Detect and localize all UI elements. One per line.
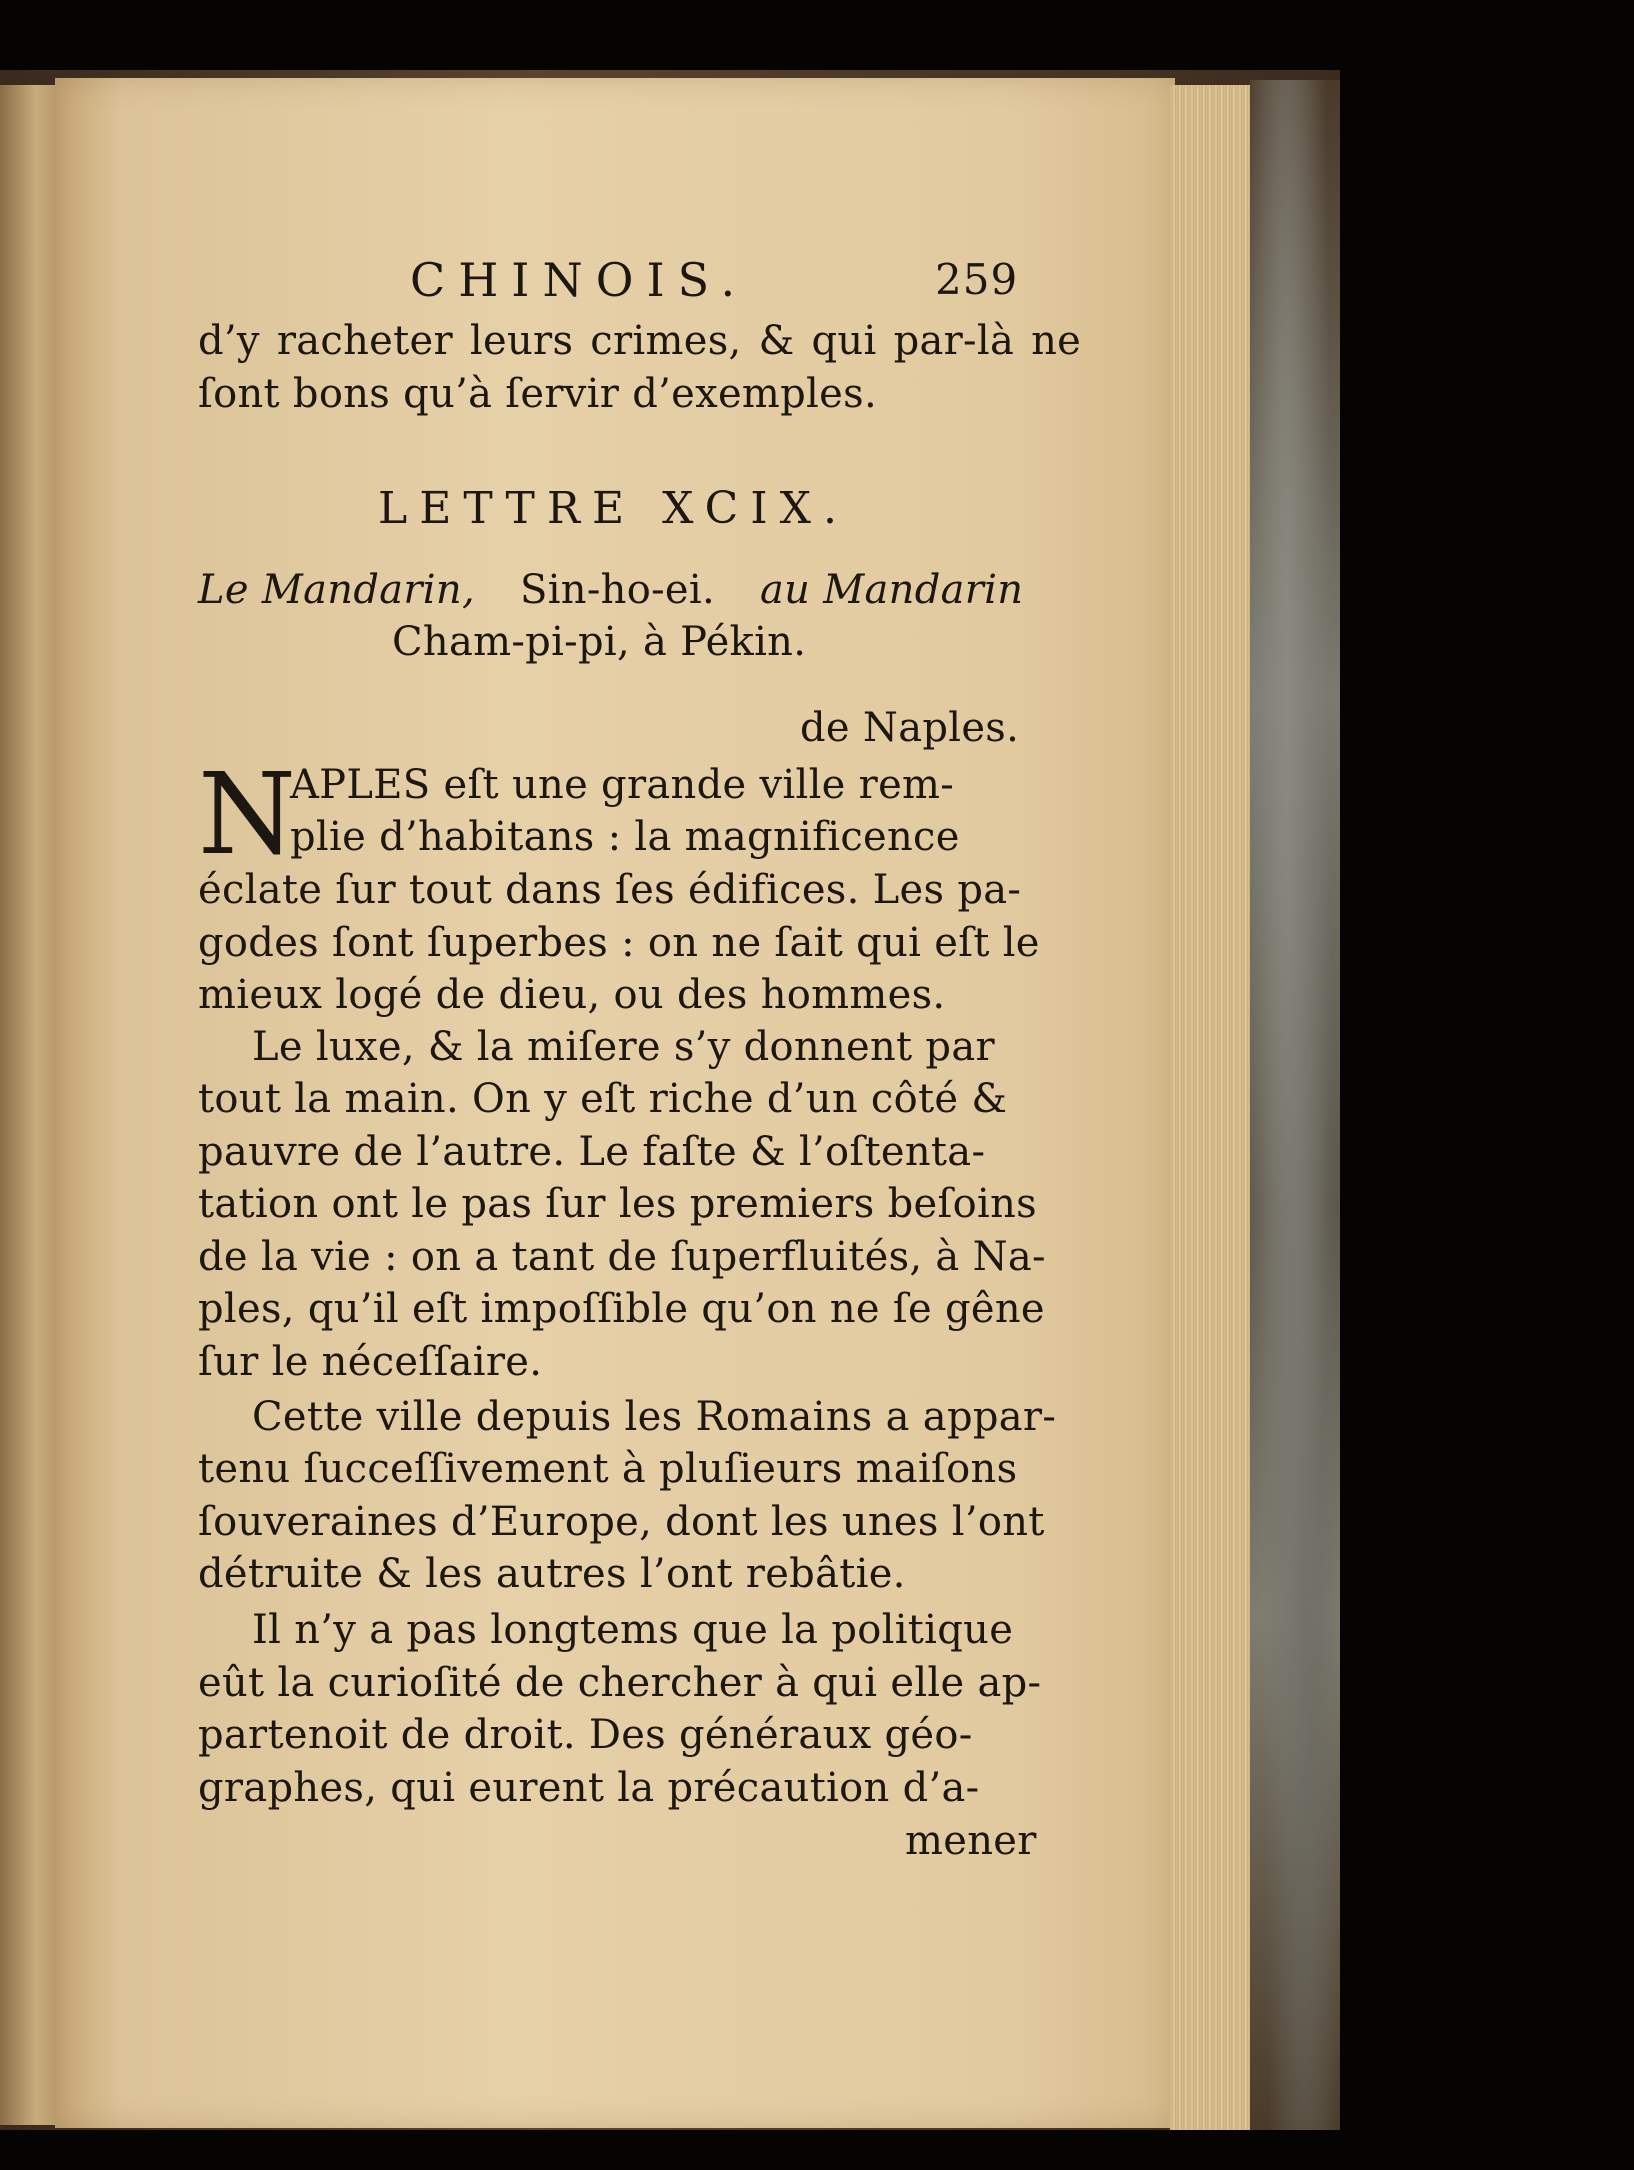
- text-line: pauvre de l’autre. Le faſte & l’oſtenta-: [198, 1129, 986, 1175]
- address-recipient-name: Cham-pi-pi, à Pékin.: [392, 619, 807, 665]
- letter-heading: LETTRE XCIX.: [378, 483, 849, 534]
- text-line: tation ont le pas ſur les premiers beſoins: [198, 1181, 1037, 1227]
- address-sender-name: Sin-ho-ei.: [520, 567, 716, 613]
- text-line: tenu ſucceſſivement à pluſieurs maiſons: [198, 1446, 1018, 1492]
- catchword: mener: [905, 1818, 1037, 1864]
- text-line: ſur le néceſſaire.: [198, 1339, 543, 1385]
- text-line: Cette ville depuis les Romains a appar-: [252, 1394, 1057, 1440]
- address-recipient: au Mandarin: [760, 567, 1024, 613]
- text-line: ſont bons qu’à ſervir d’exemples.: [198, 371, 877, 417]
- text-line: mieux logé de dieu, ou des hommes.: [198, 972, 946, 1018]
- text-line: ſouveraines d’Europe, dont les unes l’ont: [198, 1499, 1045, 1545]
- text-line: éclate ſur tout dans ſes édifices. Les pa-: [198, 867, 1022, 913]
- text-line: partenoit de droit. Des généraux géo-: [198, 1712, 973, 1758]
- text-line: ples, qu’il eſt impoſſible qu’on ne ſe gêne: [198, 1286, 1045, 1332]
- address-sender: Le Mandarin,: [198, 567, 475, 613]
- text-line: APLES eſt une grande ville rem-: [290, 762, 955, 808]
- letter-place: de Naples.: [800, 705, 1020, 751]
- text-line: eût la curioſité de chercher à qui elle ap-: [198, 1660, 1042, 1706]
- text-line: d’y racheter leurs crimes, & qui par-là ne: [198, 318, 1082, 364]
- text-line: tout la main. On y eſt riche d’un côté &: [198, 1076, 1008, 1122]
- drop-capital: N: [198, 750, 296, 880]
- text-line: Il n’y a pas longtems que la politique: [252, 1607, 1014, 1653]
- page-number: 259: [935, 255, 1019, 304]
- running-title: CHINOIS.: [410, 253, 749, 307]
- text-line: godes ſont ſuperbes : on ne ſait qui eſt le: [198, 920, 1040, 966]
- text-line: détruite & les autres l’ont rebâtie.: [198, 1551, 906, 1597]
- text-line: Le luxe, & la miſere s’y donnent par: [252, 1024, 995, 1070]
- text-line: graphes, qui eurent la précaution d’a-: [198, 1765, 980, 1811]
- text-line: de la vie : on a tant de ſuperfluités, à Na-: [198, 1234, 1046, 1280]
- text-line: plie d’habitans : la magnificence: [290, 814, 960, 860]
